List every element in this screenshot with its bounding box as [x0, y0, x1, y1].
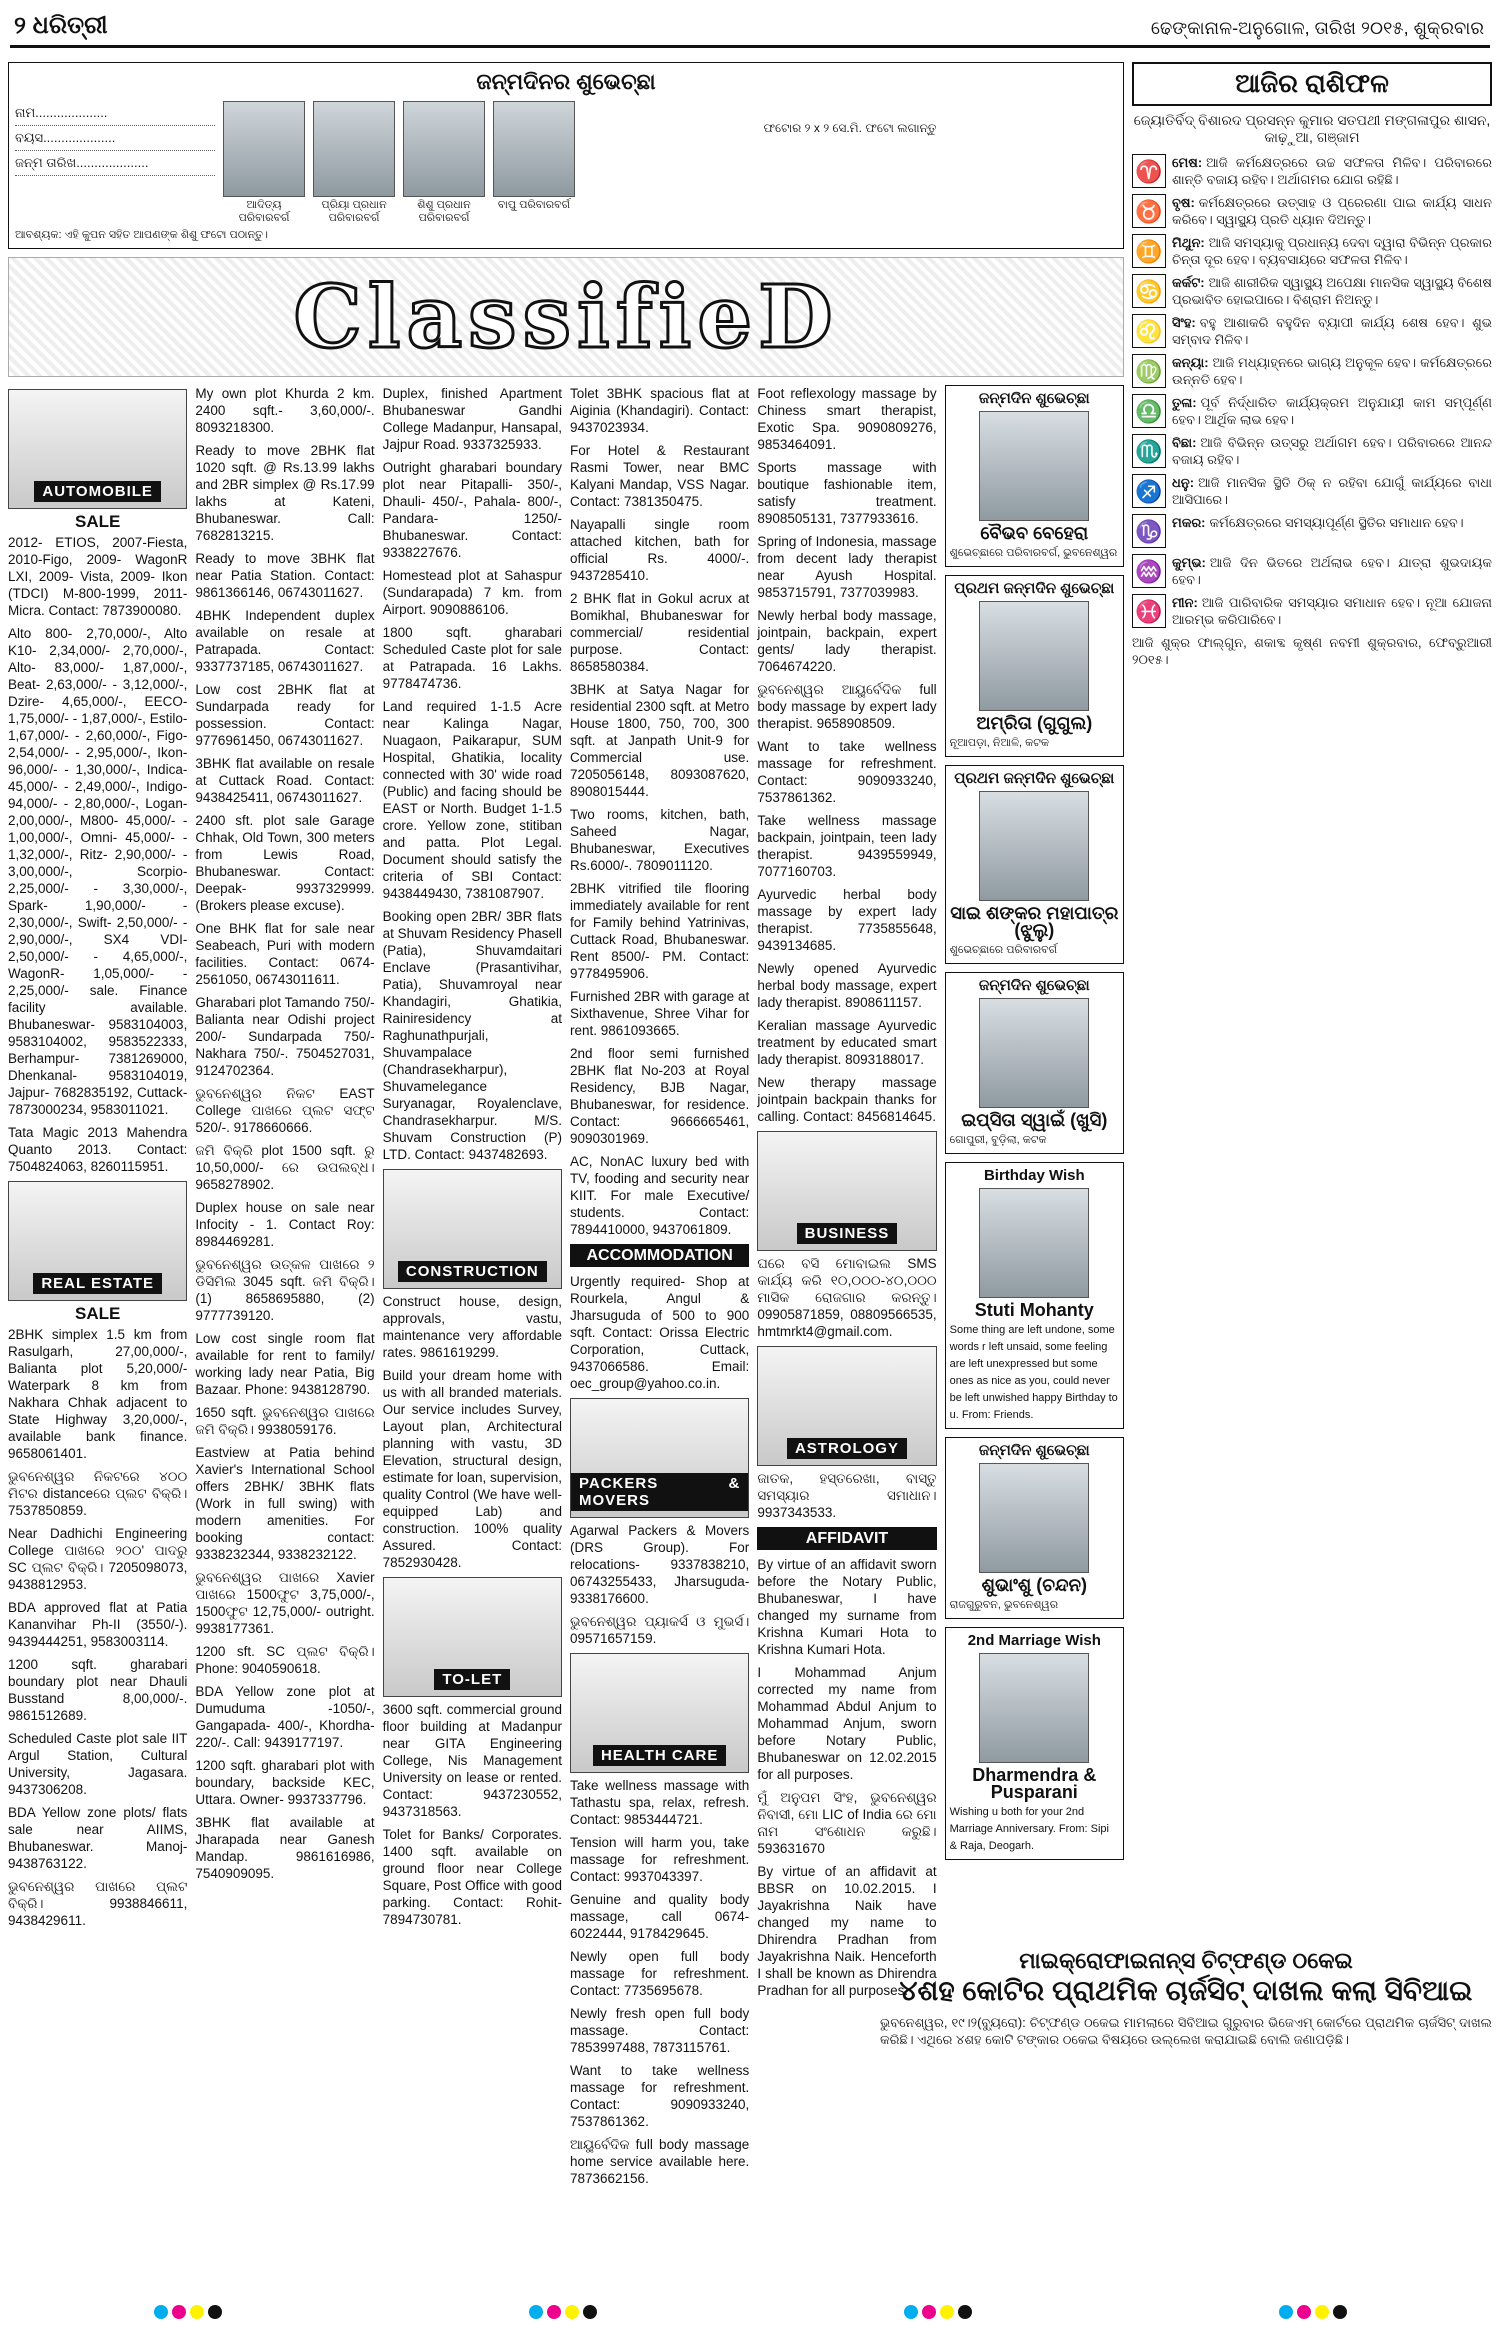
business-label: BUSINESS [797, 1223, 898, 1244]
classified-ad: Ayurvedic herbal body massage by expert lady therapist. 7735855648, 9439134685. [757, 887, 937, 953]
classified-ad: My own plot Khurda 2 km. 2400 sqft.- 3,60,000/-. 8093218300. [195, 386, 375, 435]
health-label: HEALTH CARE [593, 1745, 726, 1766]
zodiac-text: ବିଛା: ଆଜି ବିଭିନ୍ନ ଉତ୍ସରୁ ଅର୍ଥାଗମ ହେବ। ପରିବାରରେ ଆନନ୍ଦ ବଜାୟ ରହିବ। [1172, 435, 1492, 467]
child-photo [493, 101, 575, 197]
classified-ad: AC, NonAC luxury bed with TV, fooding and security near KIIT. For male Executive/ students. Contact: 7894410000, 9437061809. [569, 1154, 750, 1237]
classified-ad: ଜାତକ, ହସ୍ତରେଖା, ବାସ୍ତୁ ସମସ୍ୟାର ସମାଧାନ। 9937343533. [757, 1471, 937, 1520]
wish-photo [979, 601, 1089, 711]
classified-ad: ଭୁବନେଶ୍ୱର ପାଖରେ ପ୍ଲଟ ବିକ୍ରି। 9938846611, 9438429611. [8, 1879, 188, 1928]
zodiac-icon: ♎ [1132, 394, 1166, 428]
zodiac-text: ମିଥୁନ: ଆଜି ସମସ୍ୟାକୁ ପ୍ରଧାନ୍ୟ ଦେବା ଦ୍ୱାରା ବିଭିନ୍ନ ପ୍ରକାର ଚିନ୍ତା ଦୂର ହେବ। ବ୍ୟବସାୟରେ ସଫଳତା ମିଳିବ। [1172, 235, 1492, 267]
classified-ad: 2nd floor semi furnished 2BHK flat No-203 at Royal Residency, BJB Nagar, Bhubaneswar, for residence. Contact: 9666665461, 9090301969. [569, 1046, 750, 1146]
zodiac-entry [1132, 434, 1492, 468]
accommodation-heading: ACCOMMODATION [570, 1244, 749, 1267]
sale-heading: SALE [74, 1304, 121, 1323]
classified-ad: Take wellness massage backpain, jointpain, teen lady therapist. 9439559949, 7077160703. [757, 813, 937, 879]
classified-ad: BDA Yellow zone plots/ flats sale near AIIMS, Bhubaneswar. Manoj- 9438763122. [8, 1805, 188, 1871]
zodiac-text: କନ୍ୟା: ଆଜି ମଧ୍ୟାହ୍ନରେ ଭାଗ୍ୟ ଅନୁକୂଳ ହେବ। କର୍ମକ୍ଷେତ୍ରରେ ଉନ୍ନତି ହେବ। [1172, 355, 1492, 387]
classified-ad: Want to take wellness massage for refreshment. Contact: 9090933240, 7537861362. [569, 2063, 750, 2129]
health-section-image [570, 1653, 749, 1773]
realestate-label: REAL ESTATE [33, 1273, 162, 1294]
color-marks [529, 2305, 597, 2325]
zodiac-entry [1132, 474, 1492, 508]
classified-ad: Construct house, design, approvals, vastu, maintenance very affordable rates. 9861619299. [382, 1294, 562, 1360]
wish-photo [979, 1188, 1089, 1298]
wish-box [945, 765, 1124, 964]
story-kicker: ମାଇକ୍ରୋଫାଇନାନ୍ସ ଚିଟ୍‌ଫଣ୍ଡ ଠକେଇ [1019, 1948, 1353, 1973]
birthday-coupon [8, 62, 1124, 249]
zodiac-entry [1132, 354, 1492, 388]
astrology-section-image [757, 1346, 936, 1466]
zodiac-entry [1132, 314, 1492, 348]
wish-name: Dharmendra & Pusparani [972, 1765, 1097, 1802]
wish-name: ବୈଭବ ବେହେରା [980, 523, 1089, 543]
zodiac-text: ବୃଷ: କର୍ମକ୍ଷେତ୍ରରେ ଉତ୍ସାହ ଓ ପ୍ରେରଣା ପାଇ କାର୍ଯ୍ୟ ସାଧନ କରିବେ। ସ୍ୱାସ୍ଥ୍ୟ ପ୍ରତି ଧ୍ୟାନ ଦିଅନ୍ତୁ। [1172, 195, 1492, 227]
panchang: ଆଜି ଶୁକ୍ର ଫାଲ୍ଗୁନ, ଶକାବ୍ଦ କୃଷ୍ଣ ନବମୀ ଶୁକ୍ରବାର, ଫେବ୍ରୁଆରୀ ୨୦୧୫। [1132, 635, 1492, 667]
zodiac-text: ମେଷ: ଆଜି କର୍ମକ୍ଷେତ୍ରରେ ଉଚ୍ଚ ସଫଳତା ମିଳିବ। ପରିବାରରେ ଶାନ୍ତି ବଜାୟ ରହିବ। ଅର୍ଥାଗମର ଯୋଗ ରହିଛି। [1172, 155, 1492, 187]
zodiac-icon: ♈ [1132, 154, 1166, 188]
classified-ad: ଭୁବନେଶ୍ୱର ନିକଟ EAST College ପାଖରେ ପ୍ଲଟ ସଫ୍ଟ 520/-. 9178660666. [195, 1086, 375, 1135]
construction-label: CONSTRUCTION [398, 1261, 547, 1282]
wish-title: ଜନ୍ମଦିନ ଶୁଭେଚ୍ଛା [978, 1442, 1090, 1459]
classified-ad: One BHK flat for sale near Seabeach, Puri with modern facilities. Contact: 0674-2561050, 06743011611. [195, 921, 375, 987]
photo-sample: ଶିଶୁ ପ୍ରଧାନ ପରିବାରବର୍ଗ [403, 101, 485, 225]
zodiac-text: ମୀନ: ଆଜି ପାରିବାରିକ ସମସ୍ୟାର ସମାଧାନ ହେବ। ନୂଆ ଯୋଜନା ଆରମ୍ଭ କରିପାରିବେ। [1172, 595, 1492, 627]
classified-ad: Alto 800- 2,70,000/-, Alto K10- 2,34,000/- 2,70,000/-, Alto- 83,000/- 1,87,000/-, Beat- 2,63,000/- - 3,12,000/-, Dzire- 4,65,000/-, EECO- 1,75,000/- - 1,87,000/-, Estilo- 1,67,000/- - 2,60,000/-, Figo- 2,54,000/- - 2,95,000/-, Ikon- 96,000/- - 1,30,000/-, Indica- 45,000/- - 2,49,000/-, Indigo- 94,000/- - 2,80,000/-, Logan- 2,00,000/-, M800- 45,000/- - 1,00,000/-, Omni- 45,000/- - 1,32,000/-, Ritz- 2,90,000/- - 3,00,000/-, Scorpio- 2,25,000/- - 3,30,000/-, Spark- 1,90,000/- - 2,30,000/-, Swift- 2,50,000/- - 2,90,000/-, SX4 VDI- 2,50,000/- - 4,65,000/-, WagonR- 1,05,000/- - 2,25,000/- sale. Finance facility available. Bhubaneswar- 9583104003, 9583104002, 9583522333, Berhampur- 7381269000, Dhenkanal- 9583104019, Jajpur- 7682835192, Cuttack- 7873000234, 9583011021. [8, 626, 188, 1117]
horoscope-title: ଆଜିର ରାଶିଫଳ [1132, 62, 1492, 106]
column-massage-business [757, 385, 936, 2193]
classified-ad: Genuine and quality body massage, call 0674- 6022444, 9178429645. [569, 1892, 750, 1941]
zodiac-text: କର୍କଟ: ଆଜି ଶାରୀରିକ ସ୍ୱାସ୍ଥ୍ୟ ଅପେକ୍ଷା ମାନସିକ ସ୍ୱାସ୍ଥ୍ୟ ବିଶେଷ ପ୍ରଭାବିତ ହୋଇପାରେ। ବିଶ୍ରାମ ନିଅନ୍ତୁ। [1172, 275, 1492, 307]
zodiac-icon: ♒ [1132, 554, 1166, 588]
tolet-label: TO-LET [434, 1669, 510, 1690]
zodiac-text: ସିଂହ: ବହୁ ଆଶାକରି ବହୁଦିନ ବ୍ୟାପୀ କାର୍ଯ୍ୟ ଶେଷ ହେବ। ଶୁଭ ସମ୍ବାଦ ମିଳିବ। [1172, 315, 1492, 347]
classified-ad: Land required 1-1.5 Acre near Kalinga Nagar, Nuagaon, Paikarapur, SUM Hospital, Ghatikia, locality connected with 30' wide road (Public) and facing should be EAST or North. Budget 1-1.5 crore. Yellow zone, stitiban and patta. Plot Legal. Document should satisfy the criteria of SBI Contact: 9438449430, 7381087907. [382, 699, 562, 901]
print-registration-marks [0, 2305, 1500, 2325]
horoscope-list [1132, 154, 1492, 628]
column-rent [570, 385, 749, 2193]
zodiac-entry [1132, 394, 1492, 428]
wish-name: ଶୁଭାଂଶୁ (ଚନ୍ଦନ) [981, 1575, 1088, 1595]
zodiac-icon: ♐ [1132, 474, 1166, 508]
coupon-title: ଜନ୍ମଦିନର ଶୁଭେଚ୍ଛା [476, 69, 656, 94]
wish-title: Birthday Wish [983, 1167, 1085, 1184]
wish-title: ପ୍ରଥମ ଜନ୍ମଦିନ ଶୁଭେଚ୍ଛା [954, 770, 1115, 787]
zodiac-icon: ♉ [1132, 194, 1166, 228]
classified-ad: 1200 sqft. gharabari boundary plot near Dhauli Busstand 8,00,000/-. 9861512689. [8, 1657, 188, 1723]
zodiac-icon: ♏ [1132, 434, 1166, 468]
story-body: ଭୁବନେଶ୍ୱର, ୧୯।୨(ବ୍ୟୁରୋ): ଚିଟ୍‌ଫଣ୍ଡ ଠକେଇ ମାମଲାରେ ସିବିଆଇ ଗୁରୁବାର ଭିଜେଏମ୍ କୋର୍ଟରେ ପ୍ରାଥମିକ ଚାର୍ଜସିଟ୍ ଦାଖଲ କରିଛି। ଏଥିରେ ୪ଶହ କୋଟି ଟଙ୍କାର ଠକେଇ ବିଷୟରେ ଉଲ୍ଲେଖ କରାଯାଇଛି ବୋଲି ଜଣାପଡ଼ିଛି। [880, 2015, 1492, 2047]
classified-ad: Near Dadhichi Engineering College ପାଖରେ ୨୦୦' ପାଦରୁ SC ପ୍ଲଟ ବିକ୍ରି। 7205098073, 9438812953. [8, 1526, 188, 1592]
wish-photo [979, 1653, 1089, 1763]
classified-ad: Homestead plot at Sahaspur (Sundarapada) 7 km. from Airport. 9090886106. [382, 568, 562, 617]
classified-ad: 1200 sqft. gharabari plot with boundary, backside KEC, Uttara. Owner- 9937337796. [195, 1758, 375, 1807]
coupon-form [15, 101, 215, 176]
classified-ad: ଭୁବନେଶ୍ୱର ଆୟୁର୍ବେଦିକ full body massage by expert lady therapist. 9658908509. [757, 682, 937, 731]
page-header [10, 8, 1490, 48]
wish-box [945, 1627, 1124, 1860]
classified-ad: Ready to move 2BHK flat 1020 sqft. @ Rs.13.99 lakhs and 2BR simplex @ Rs.17.99 lakhs at Kateni, Bhubaneswar. Call: 7682813215. [195, 443, 375, 543]
zodiac-text: ତୁଳା: ପୂର୍ବ ନିର୍ଦ୍ଧାରିତ କାର୍ଯ୍ୟକ୍ରମ ଅନୁଯାୟୀ କାମ ସମ୍ପୂର୍ଣ୍ଣ ହେବ। ଆର୍ଥିକ ଲାଭ ହେବ। [1172, 395, 1492, 427]
coupon-note: ଆବଶ୍ୟକ: ଏହି କୁପନ ସହିତ ଆପଣଙ୍କ ଶିଶୁ ଫଟୋ ପଠାନ୍ତୁ। [15, 229, 268, 241]
classified-ad: Nayapalli single room attached kitchen, bath for official Rs. 4000/-. 9437285410. [569, 517, 750, 583]
classified-ad: 3600 sqft. commercial ground floor building at Madanpur near GITA Engineering College, Nis Management University on lease or rented. Contact: 9437230552, 9437318563. [382, 1702, 562, 1819]
classified-ad: Agarwal Packers & Movers (DRS Group). For relocations- 9337838210, 06743255433, Jharsuguda- 9338176600. [569, 1523, 750, 1606]
classified-ad: Gharabari plot Tamando 750/- Balianta near Odishi project 200/- Sundarpada 750/- Nakhara 750/-. 7504527031, 9124702364. [195, 995, 375, 1078]
classified-ad: Urgently required- Shop at Rourkela, Angul & Jharsuguda of 500 to 900 sqft. Contact: Orissa Electric Corporation, Cuttack, 9437066586. Email: oec_group@yahoo.co.in. [569, 1274, 750, 1391]
classified-ad: Two rooms, kitchen, bath, Saheed Nagar, Bhubaneswar, Executives Rs.6000/-. 7809011120. [569, 807, 750, 873]
automobile-label: AUTOMOBILE [34, 481, 161, 502]
wish-message: Wishing u both for your 2nd Marriage Anniversary. From: Sipi & Raja, Deogarh. [949, 1806, 1109, 1852]
color-marks [154, 2305, 222, 2325]
zodiac-entry [1132, 594, 1492, 628]
classified-ad: Eastview at Patia behind Xavier's International School offers 2BHK/ 3BHK flats (Work in full swing) with modern amenities. For booking contact: 9338232344, 9338232122. [195, 1445, 375, 1562]
classified-ad: 1650 sqft. ଭୁବନେଶ୍ୱର ପାଖରେ ଜମି ବିକ୍ରି। 9938059176. [195, 1405, 375, 1437]
form-line: ଜନ୍ମ ତାରିଖ.................... [15, 151, 215, 176]
column-wishes [945, 385, 1124, 2193]
zodiac-icon: ♓ [1132, 594, 1166, 628]
classified-ad: ଜମି ବିକ୍ରି plot 1500 sqft. ରୁ 10,50,000/- ରେ ଉପଲବ୍ଧ। 9658278902. [195, 1143, 375, 1192]
classified-ad: Low cost single room flat available for rent to family/ working lady near Patia, Big Bazaar. Phone: 9438128790. [195, 1331, 375, 1397]
classified-ad: Newly open full body massage for refreshment. Contact: 7735695678. [569, 1949, 750, 1998]
wish-photo [979, 1463, 1089, 1573]
realestate-section-image [8, 1181, 187, 1301]
zodiac-icon: ♌ [1132, 314, 1166, 348]
tolet-section-image [383, 1577, 562, 1697]
classified-ad: BDA Yellow zone plot at Dumuduma -1050/-, Gangapada- 400/-, Khordha- 220/-. Call: 9439177197. [195, 1684, 375, 1750]
story-headline: ୪ଶହ କୋଟିର ପ୍ରାଥମିକ ଚାର୍ଜସିଟ୍ ଦାଖଲ କଲା ସିବିଆଇ [899, 1975, 1473, 2006]
color-marks [904, 2305, 972, 2325]
classified-ad: ଭୁବନେଶ୍ୱର ପାଖରେ Xavier ପାଖରେ 1500ଫୁଟ 3,75,000/-, 1500ଫୁଟ 12,75,000/- outright. 9938177361. [195, 1570, 375, 1636]
classified-ad: I Mohammad Anjum corrected my name from Mohammad Abdul Anjum to Mohammad Anjum, sworn before Notary Public, Bhubaneswar on 12.02.2015 for all purposes. [757, 1665, 937, 1782]
classified-ad: Spring of Indonesia, massage from decent lady therapist near Ayush Hospital. 9853715791, 7377039983. [757, 534, 937, 600]
form-line: ବୟସ.................... [15, 126, 215, 151]
classified-ad: 2400 sft. plot sale Garage Chhak, Old Town, 300 meters from Lewis Road, Bhubaneswar. Contact: Deepak- 9937329999. (Brokers please excuse). [195, 813, 375, 913]
photo-sample: ଆଦିତ୍ୟ ପରିବାରବର୍ଗ [223, 101, 305, 225]
classified-ad: Want to take wellness massage for refreshment. Contact: 9090933240, 7537861362. [757, 739, 937, 805]
wish-box [945, 1437, 1124, 1619]
automobile-section-image [8, 389, 187, 509]
classified-ad: Duplex, finished Apartment Bhubaneswar Gandhi College Madanpur, Hansapal, Jajpur Road. 9337325933. [382, 386, 562, 452]
wish-message: ରାଜଗୁରୁବନ, ଭୁବନେଶ୍ୱର [949, 1599, 1059, 1611]
affidavit-heading: AFFIDAVIT [757, 1527, 936, 1550]
classified-ad: 3BHK at Satya Nagar for residential 2300 sqft. at Metro House 1800, 750, 700, 300 sqft. at Janpath Unit-9 for Commercial use. 7205056148, 8093087620, 8908015444. [569, 682, 750, 799]
classified-ad: 3BHK flat available on resale at Cuttack Road. Contact: 9438425411, 06743011627. [195, 756, 375, 805]
child-photo [223, 101, 305, 197]
classified-ad: 2BHK vitrified tile flooring immediately available for rent for Family behind Yatrinivas, Cuttack Road, Bhubaneswar. Rent 8500/- PM. Contact: 9778495906. [569, 881, 750, 981]
classified-ad: Sports massage with boutique fashionable item, satisfy treatment. 8908505131, 7377933616. [757, 460, 937, 526]
classified-columns [8, 385, 1124, 2193]
classified-ad: Keralian massage Ayurvedic treatment by educated smart lady therapist. 8093188017. [757, 1018, 937, 1067]
zodiac-icon: ♑ [1132, 514, 1166, 548]
classified-ad: ଭୁବନେଶ୍ୱର ଉତ୍କଳ ପାଖରେ ୨ ଡିସିମିଲ 3045 sqft. ଜମି ବିକ୍ରି। (1) 8658695880, (2) 9777739120. [195, 1257, 375, 1323]
dateline: ଢେଙ୍କାନାଳ-ଅନୁଗୋଳ, ତାରିଖ ୨୦୧୫, ଶୁକ୍ରବାର [1150, 18, 1484, 38]
classified-ad: 4BHK Independent duplex available on resale at Patrapada. Contact: 9337737185, 06743011627. [195, 608, 375, 674]
wish-box [945, 1162, 1124, 1429]
page-number: ୨ ଧରିତ୍ରୀ [14, 12, 108, 39]
zodiac-icon: ♋ [1132, 274, 1166, 308]
packers-label: PACKERS & MOVERS [571, 1473, 748, 1511]
packers-section-image [570, 1398, 749, 1518]
classified-ad: Build your dream home with us with all branded materials. Our service includes Survey, Layout plan, Architectural planning with vastu, 3D Elevation, structural design, estimate for loan, supervision, quality Control (We have well-equipped Lab) and construction. 100% quality Assured. Contact: 7852930428. [382, 1368, 562, 1570]
classified-ad: 1200 sft. SC ପ୍ଲଟ ବିକ୍ରି। Phone: 9040590618. [195, 1644, 375, 1676]
wish-message: ଶୁଭେଚ୍ଛାରେ ପରିବାରବର୍ଗ [949, 944, 1058, 956]
classified-ad: ଭୁବନେଶ୍ୱର ପ୍ୟାକର୍ସ ଓ ମୁଭର୍ସ। 09571657159. [569, 1614, 750, 1646]
classified-ad: Newly herbal body massage, jointpain, backpain, expert gents/ lady therapist. 7064674220. [757, 608, 937, 674]
classified-ad: Ready to move 3BHK flat near Patia Station. Contact: 9861366146, 06743011627. [195, 551, 375, 600]
zodiac-entry [1132, 274, 1492, 308]
classified-ad: Foot reflexology massage by Chiness smart therapist, Exotic Spa. 9090809276, 9853464091. [757, 386, 937, 452]
classified-ad: 1800 sqft. gharabari Scheduled Caste plot for sale at Patrapada. 16 Lakhs. 9778474736. [382, 625, 562, 691]
classified-ad: For Hotel & Restaurant Rasmi Tower, near BMC Kalyani Mandap, VSS Nagar. Contact: 7381350475. [569, 443, 750, 509]
classified-banner: ClassifieD [8, 257, 1124, 377]
wish-photo [979, 411, 1089, 521]
child-photo [313, 101, 395, 197]
zodiac-entry [1132, 154, 1492, 188]
photo-sample: ପ୍ରିୟା ପ୍ରଧାନ ପରିବାରବର୍ଗ [313, 101, 395, 225]
wish-title: 2nd Marriage Wish [967, 1632, 1101, 1649]
classified-ad: ମୁଁ ଅନୁପମ ସିଂହ, ଭୁବନେଶ୍ୱର ନିବାସୀ, ମୋ LIC of India ରେ ମୋ ନାମ ସଂଶୋଧନ କରୁଛି। 593631670 [757, 1790, 937, 1856]
classified-ad: Low cost 2BHK flat at Sundarpada ready for possession. Contact: 9776961450, 06743011627. [195, 682, 375, 748]
classified-ad: By virtue of an affidavit at BBSR on 10.02.2015. I Jayakrishna Naik have changed my name to Dhirendra Pradhan from Jayakrishna Naik. Henceforth I shall be known as Dhirendra Pradhan for all purposes. [757, 1864, 937, 1998]
wish-message: ନୂଆପଡ଼ା, ନିଆଳି, କଟକ [949, 737, 1050, 749]
construction-section-image [383, 1169, 562, 1289]
classified-ad: Tension will harm you, take massage for refreshment. Contact: 9937043397. [569, 1835, 750, 1884]
classified-ad: By virtue of an affidavit sworn before the Notary Public, Bhubaneswar, I have changed my surname from Krishna Kumari Hota to Krishna Kumari Hota. [757, 1557, 937, 1657]
classified-ad: Tata Magic 2013 Mahendra Quanto 2013. Contact: 7504824063, 8260115951. [8, 1125, 188, 1174]
wish-message: Some thing are left undone, some words r left unsaid, some feeling are left unexpressed but some ones as nice as you, could never be left unwished happy Birthday to u. From: Friends. [949, 1324, 1118, 1421]
classified-ad: Booking open 2BR/ 3BR flats at Shuvam Residency Phasell (Patia), Shuvamdaitari Enclave (Prasantivihar, Patia), Shuvamroyal near Khandagiri, Ghatikia, Rainiresidency at Raghunathpurjali, Shuvampalace (Chandrasekharpur), Shuvamelegance Suryanagar, Royalenclave, Chandrasekharpur. M/S. Shuvam Construction (P) LTD. Contact: 9437482693. [382, 909, 562, 1162]
classified-ad: Tolet 3BHK spacious flat at Aiginia (Khandagiri). Contact: 9437023934. [569, 386, 750, 435]
classified-ad: Take wellness massage with Tathastu spa, relax, refresh. Contact: 9853444721. [569, 1778, 750, 1827]
classified-ad: Scheduled Caste plot sale IIT Argul Station, Cultural University, Jagasara. 9437306208. [8, 1731, 188, 1797]
classified-ad: Newly opened Ayurvedic herbal body massage, expert lady therapist. 8908611157. [757, 961, 937, 1010]
classified-ad: 2 BHK flat in Gokul acrux at Bomikhal, Bhubaneswar for commercial/ residential purpose. Contact: 8658580384. [569, 591, 750, 674]
wish-message: ଶୁଭେଚ୍ଛାରେ ପରିବାରବର୍ଗ, ଭୁବନେଶ୍ୱର [949, 547, 1118, 559]
classified-ad: Furnished 2BR with garage at Sixthavenue, Shree Vihar for rent. 9861093665. [569, 989, 750, 1038]
form-line: ନାମ.................... [15, 101, 215, 126]
wish-photo [979, 998, 1089, 1108]
wish-photo [979, 791, 1089, 901]
zodiac-icon: ♍ [1132, 354, 1166, 388]
classified-ad: New therapy massage jointpain backpain thanks for calling. Contact: 8456814645. [757, 1075, 937, 1124]
classified-ad: Outright gharabari boundary plot near Pitapalli- 350/-, Dhauli- 450/-, Pahala- 800/-, Pandara- 1250/- Bhubaneswar. Contact: 9338227676. [382, 460, 562, 560]
astrology-label: ASTROLOGY [787, 1438, 907, 1459]
classified-ad: ଆୟୁର୍ବେଦିକ full body massage home service available here. 7873662156. [569, 2137, 750, 2186]
wish-title: ଜନ୍ମଦିନ ଶୁଭେଚ୍ଛା [978, 977, 1090, 994]
horoscope-author: ଜ୍ୟୋତିର୍ବିଦ୍ ବିଶାରଦ ପ୍ରସନ୍ନ କୁମାର ସତପଥୀ ମଙ୍ଗଳାପୁର ଶାସନ, କାଢ଼ୁଆ, ଗଞ୍ଜାମ [1133, 112, 1491, 145]
column-automobile-realestate [8, 385, 187, 2193]
column-construction [383, 385, 562, 2193]
wish-box [945, 575, 1124, 757]
zodiac-entry [1132, 234, 1492, 268]
photo-sample: ବାପୁ ପରିବାରବର୍ଗ [493, 101, 575, 212]
classified-ad: 2012- ETIOS, 2007-Fiesta, 2010-Figo, 2009- WagonR LXI, 2009- Vista, 2009- Ikon (TDCI) M-800-1999, 2011-Micra. Contact: 7873900080. [8, 535, 188, 618]
classified-ad: 2BHK simplex 1.5 km from Rasulgarh, 27,00,000/-, Balianta plot 5,20,000/- Waterpark 8 km from Nakhara Chhak adjacent to State Highway 3,20,000/-, available bank finance. 9658061401. [8, 1327, 188, 1461]
color-marks [1279, 2305, 1347, 2325]
zodiac-text: ମକର: କର୍ମକ୍ଷେତ୍ରରେ ସମସ୍ୟାପୂର୍ଣ୍ଣ ସ୍ଥିତିର ସମାଧାନ ହେବ। [1172, 515, 1464, 530]
wish-name: ଅମ୍ରିତା (ଗୁଗୁଲ) [976, 713, 1093, 733]
classified-ad: 3BHK flat available at Jharapada near Ganesh Mandap. 9861616986, 7540909095. [195, 1815, 375, 1881]
zodiac-text: ଧନୁ: ଆଜି ମାନସିକ ସ୍ଥିତି ଠିକ୍ ନ ରହିବା ଯୋଗୁଁ କାର୍ଯ୍ୟରେ ବାଧା ଆସିପାରେ। [1172, 475, 1492, 507]
wish-name: Stuti Mohanty [974, 1300, 1094, 1320]
wish-box [945, 972, 1124, 1154]
classified-ad: BDA approved flat at Patia Kananvihar Ph-II (3550/-). 9439444251, 9583003114. [8, 1600, 188, 1649]
wish-name: ସାଇ ଶଙ୍କର ମହାପାତ୍ର (ଝୁଲୁ) [950, 903, 1119, 940]
zodiac-icon: ♊ [1132, 234, 1166, 268]
lead-news-story [880, 1948, 1492, 2048]
business-section-image [757, 1131, 936, 1251]
zodiac-entry [1132, 554, 1492, 588]
zodiac-entry [1132, 514, 1492, 548]
classified-ad: ଘରେ ବସି ମୋବାଇଲ SMS କାର୍ଯ୍ୟ କରି ୧୦,୦୦୦-୪୦,୦୦୦ ମାସିକ ରୋଜଗାର କରନ୍ତୁ। 09905871859, 08809566535, hmtmrkt4@gmail.com. [757, 1256, 937, 1339]
classified-ad: ଭୁବନେଶ୍ୱର ନିକଟରେ ୪୦୦ ମିଟର distanceରେ ପ୍ଲଟ ବିକ୍ରି। 7537850859. [8, 1469, 188, 1518]
classified-ad: Newly fresh open full body massage. Contact: 7853997488, 7873115761. [569, 2006, 750, 2055]
wish-message: ଗୋପୁରୀ, ବୁଡ଼ିଲା, କଟକ [949, 1134, 1047, 1146]
zodiac-entry [1132, 194, 1492, 228]
wish-title: ଜନ୍ମଦିନ ଶୁଭେଚ୍ଛା [978, 390, 1090, 407]
wish-title: ପ୍ରଥମ ଜନ୍ମଦିନ ଶୁଭେଚ୍ଛା [954, 580, 1115, 597]
child-photo [403, 101, 485, 197]
sale-heading: SALE [74, 512, 121, 531]
wish-box [945, 385, 1124, 567]
wish-name: ଇପ୍ସିତା ସ୍ୱାଇଁ (ଖୁସି) [961, 1110, 1108, 1130]
column-property [195, 385, 374, 2193]
zodiac-text: କୁମ୍ଭ: ଆଜି ଦିନ ଭିତରେ ଅର୍ଥଲାଭ ହେବ। ଯାତ୍ରା ଶୁଭଦାୟକ ହେବ। [1172, 555, 1492, 587]
photo-size-note: ଫଟୋର ୨ x ୨ ସେ.ମି. ଫଟୋ ଲଗାନ୍ତୁ [763, 121, 937, 135]
classified-ad: Tolet for Banks/ Corporates. 1400 sqft. available on ground floor near College Square, Post Office with good parking. Contact: Rohit- 7894730781. [382, 1827, 562, 1927]
classified-ad: Duplex house on sale near Infocity - 1. Contact Roy: 8984469281. [195, 1200, 375, 1249]
